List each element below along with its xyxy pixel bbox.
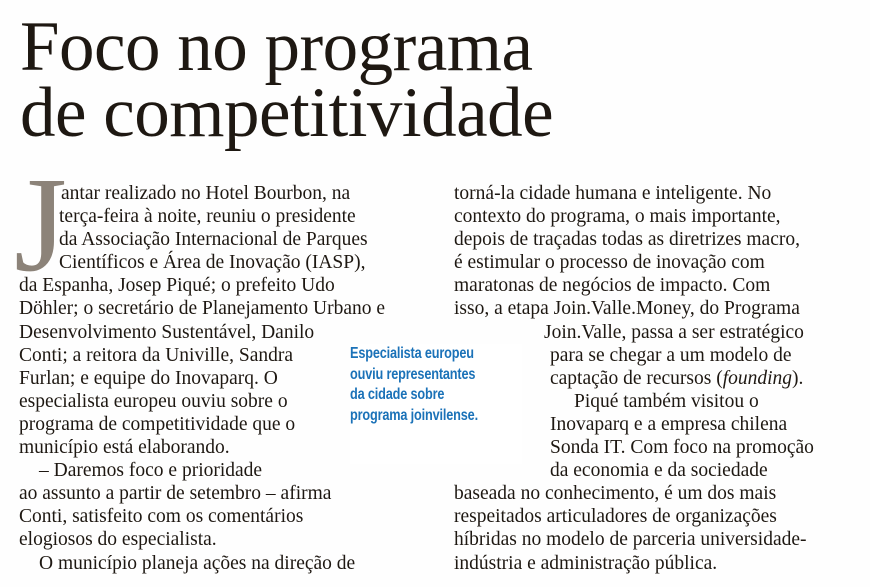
body-line: Piqué também visitou o bbox=[574, 390, 759, 412]
headline-line-1: Foco no programa bbox=[20, 8, 533, 86]
headline-line-2: de competitividade bbox=[20, 74, 554, 152]
body-line: contexto do programa, o mais importante, bbox=[454, 206, 781, 228]
drop-cap: J bbox=[14, 150, 67, 300]
article-column-left bbox=[19, 182, 385, 575]
body-line: depois de traçadas todas as diretrizes macro, bbox=[454, 229, 800, 251]
body-line: respeitados articuladores de organizações bbox=[454, 506, 777, 528]
body-line: isso, a etapa Join.Valle.Money, do Programa bbox=[454, 298, 800, 320]
body-line: Furlan; e equipe do Inovaparq. O bbox=[19, 367, 278, 389]
body-line: – Daremos foco e prioridade bbox=[39, 460, 263, 482]
body-line: O município planeja ações na direção de bbox=[39, 552, 356, 574]
body-line: baseada no conhecimento, é um dos mais bbox=[454, 483, 777, 505]
body-line: Join.Valle, passa a ser estratégico bbox=[544, 321, 804, 343]
body-line: híbridas no modelo de parceria universidade- bbox=[454, 529, 807, 551]
body-line: torná-la cidade humana e inteligente. No bbox=[454, 183, 772, 204]
body-line: Desenvolvimento Sustentável, Danilo bbox=[19, 321, 315, 343]
body-line: Conti; a reitora da Univille, Sandra bbox=[19, 344, 294, 366]
pull-quote bbox=[350, 344, 522, 464]
pull-quote-line: programa joinvilense. bbox=[350, 406, 478, 424]
body-line: é estimular o processo de inovação com bbox=[454, 252, 765, 274]
body-line: município está elaborando. bbox=[19, 437, 230, 459]
body-line: captação de recursos (founding). bbox=[550, 367, 804, 389]
body-line: programa de competitividade que o bbox=[19, 413, 296, 435]
body-line: Científicos e Área de Inovação (IASP), bbox=[59, 252, 366, 274]
body-line: antar realizado no Hotel Bourbon, na bbox=[61, 183, 351, 204]
body-line: da Associação Internacional de Parques bbox=[59, 229, 368, 251]
body-line: especialista europeu ouviu sobre o bbox=[19, 390, 288, 412]
body-line: da economia e da sociedade bbox=[550, 460, 768, 482]
headline bbox=[20, 8, 554, 152]
body-line: ao assunto a partir de setembro – afirma bbox=[19, 483, 332, 505]
pull-quote-line: Especialista europeu bbox=[350, 345, 474, 362]
body-line: maratonas de negócios de impacto. Com bbox=[454, 275, 771, 297]
body-line: indústria e administração pública. bbox=[454, 552, 718, 574]
body-line: elogiosos do especialista. bbox=[19, 529, 217, 551]
body-line: terça-feira à noite, reuniu o presidente bbox=[59, 206, 356, 228]
body-line: Sonda IT. Com foco na promoção bbox=[550, 437, 814, 459]
body-line: da Espanha, Josep Piqué; o prefeito Udo bbox=[19, 275, 335, 297]
pull-quote-line: da cidade sobre bbox=[350, 386, 445, 404]
body-line: Döhler; o secretário de Planejamento Urbano e bbox=[19, 298, 386, 320]
body-line: para se chegar a um modelo de bbox=[550, 344, 792, 366]
body-line: Conti, satisfeito com os comentários bbox=[19, 506, 304, 528]
pull-quote-line: ouviu representantes bbox=[350, 365, 476, 383]
body-line: Inovaparq e a empresa chilena bbox=[550, 413, 788, 435]
